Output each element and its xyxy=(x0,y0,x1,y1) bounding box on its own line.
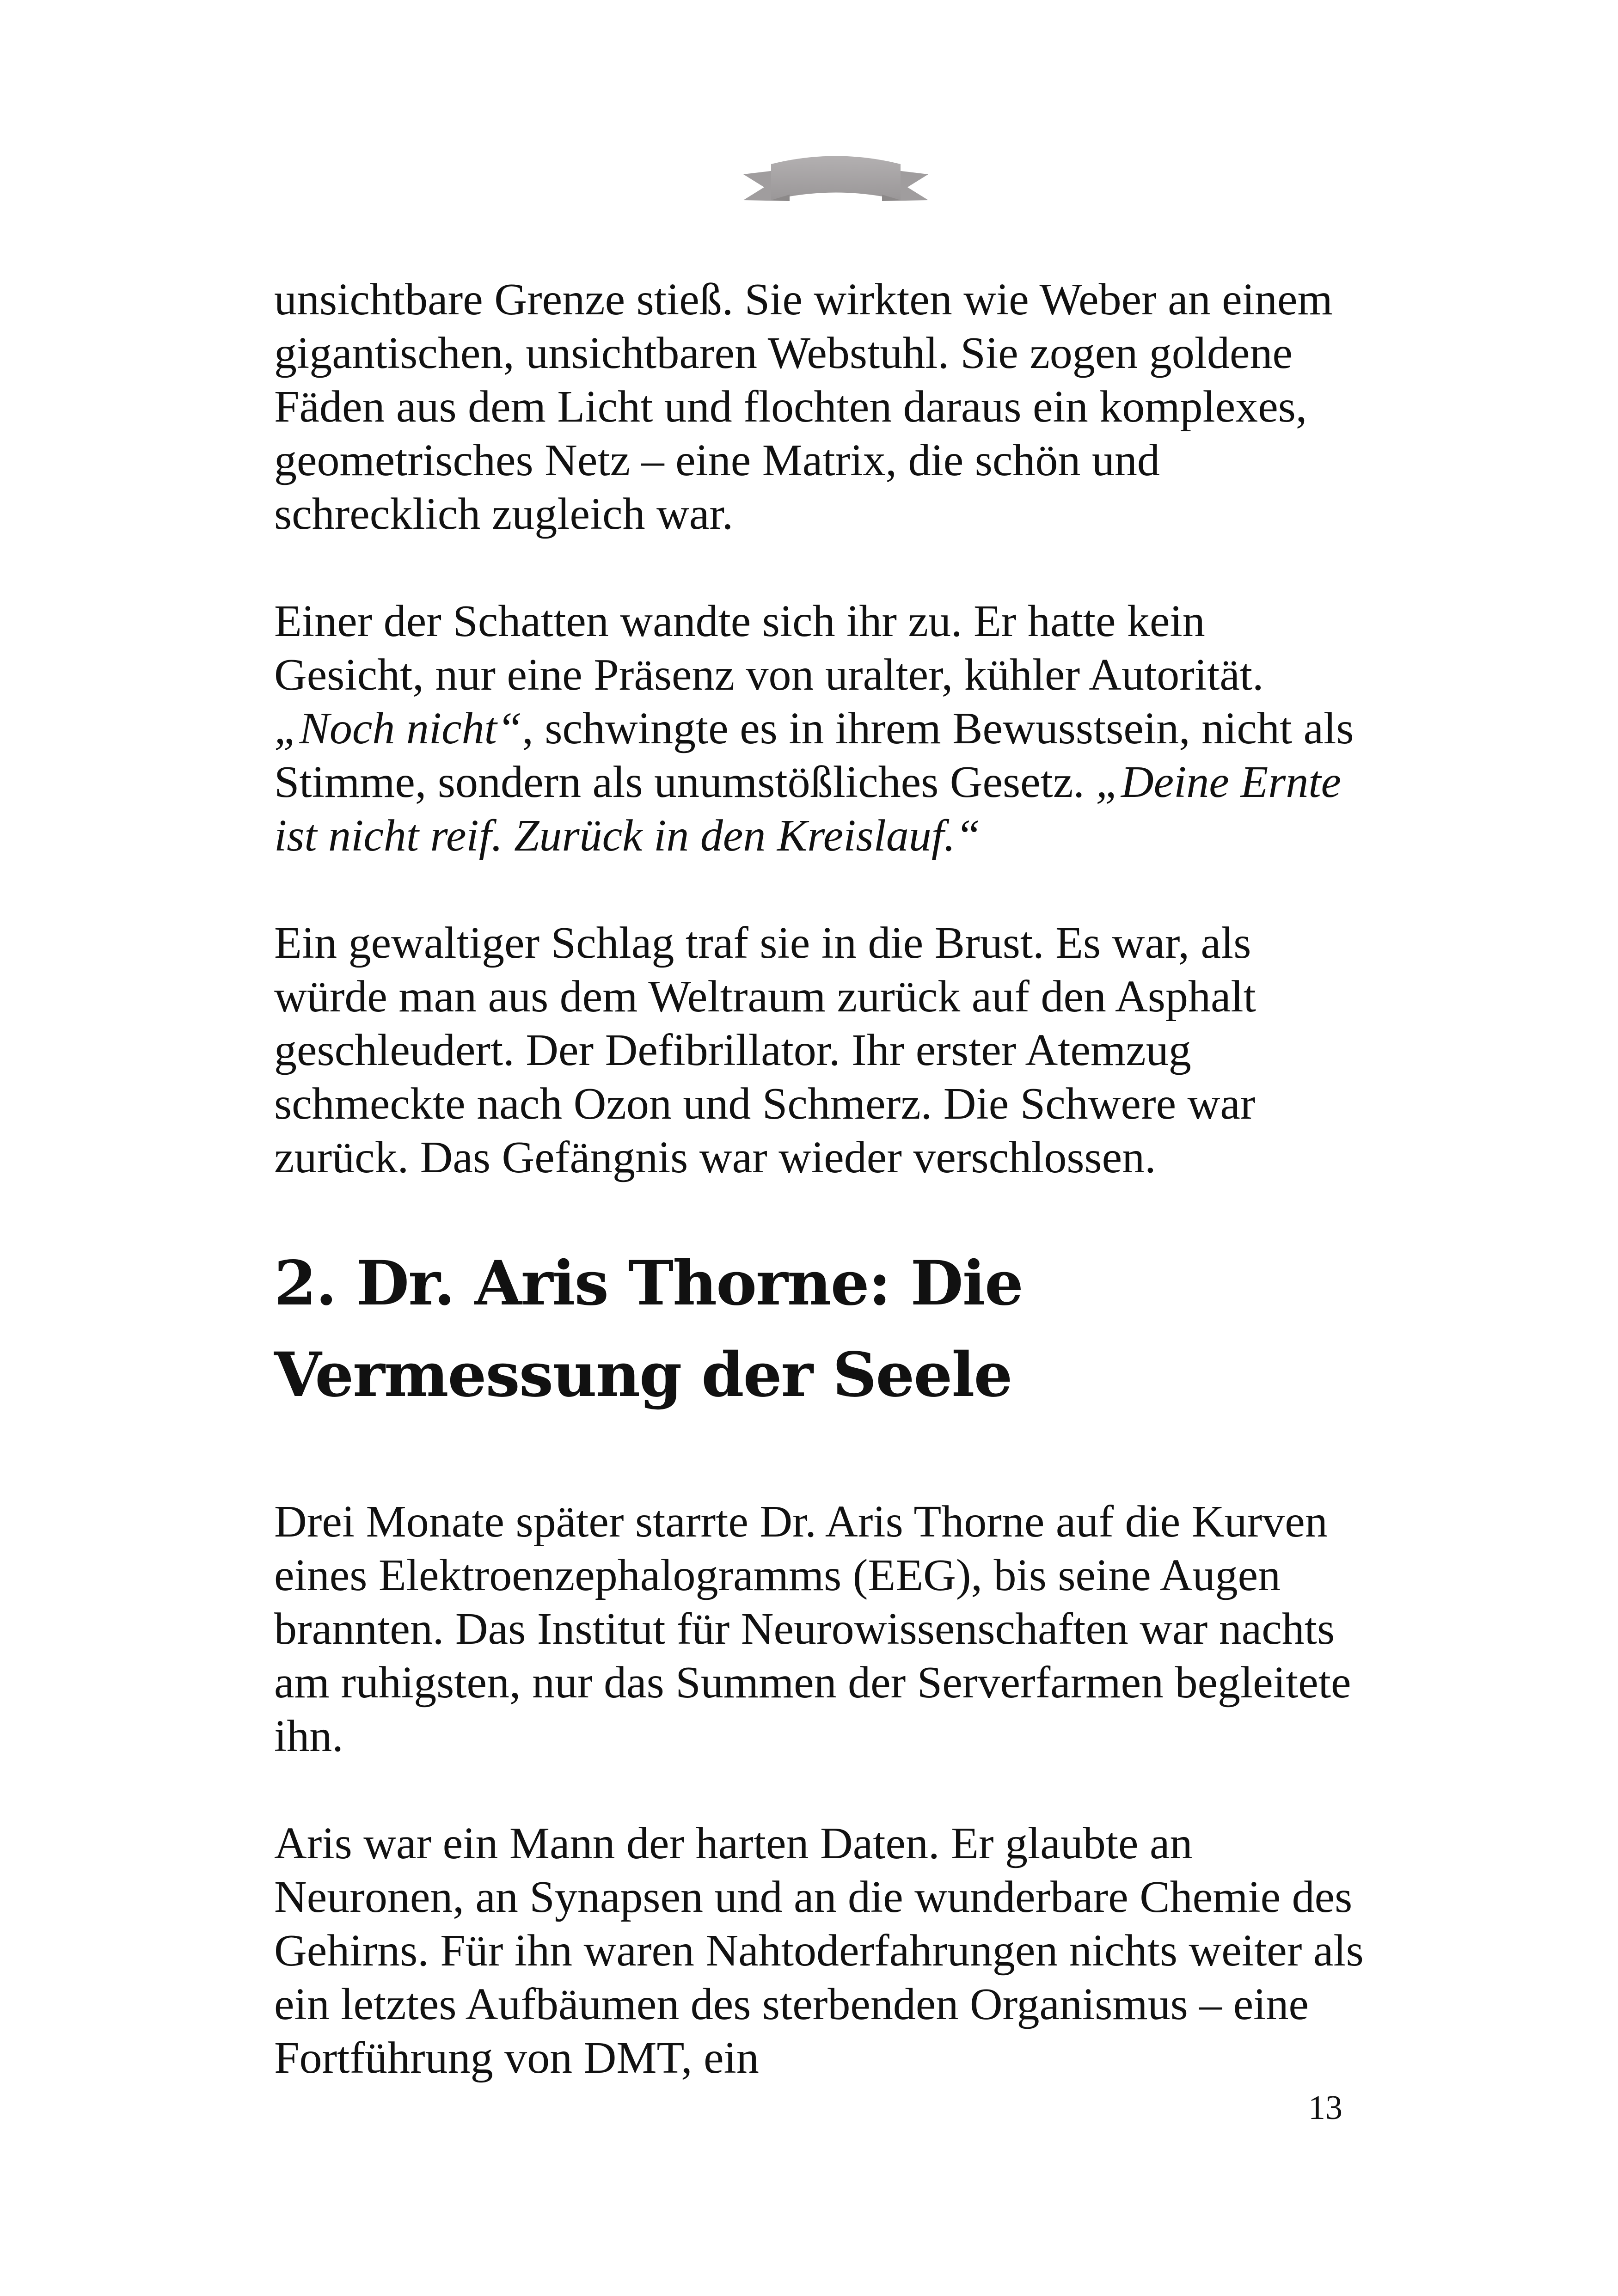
heading-line-2: Vermessung der Seele xyxy=(274,1339,1012,1411)
paragraph xyxy=(274,594,1365,863)
paragraph xyxy=(274,1817,1365,2085)
heading-text xyxy=(274,1238,1365,1421)
text-segment: unsichtbare Grenze stieß. Sie wirkten wie Weber an einem gigantischen, unsichtbaren Webstuhl. Sie zogen goldene Fäden aus dem Licht und flochten daraus ein komplexes, geometrisches Netz – eine Matrix, die schön und schrecklich zugleich war. xyxy=(274,275,1333,539)
paragraph xyxy=(274,1495,1365,1763)
italic-text: „Deine Ernte ist nicht reif. Zurück in den Kreislauf.“ xyxy=(274,757,1342,861)
italic-text: „Noch nicht“ xyxy=(274,704,522,753)
text-segment: , schwingte es in ihrem Bewusstsein, nicht als Stimme, sondern als unumstößliches Gesetz. xyxy=(274,704,1354,807)
text-segment: Einer der Schatten wandte sich ihr zu. Er hatte kein Gesicht, nur eine Präsenz von uralter, kühler Autorität. xyxy=(274,596,1264,700)
paragraph xyxy=(274,273,1365,541)
chapter-heading xyxy=(274,1238,1365,1421)
paragraphs-before xyxy=(274,273,1365,1184)
paragraphs-after xyxy=(274,1495,1365,2085)
text-segment: Aris war ein Mann der harten Daten. Er glaubte an Neuronen, an Synapsen und an die wunderbare Chemie des Gehirns. Für ihn waren Nahtoderfahrungen nichts weiter als ein letztes Aufbäumen des sterbenden Organismus – eine Fortführung von DMT, ein xyxy=(274,1818,1364,2083)
page-body xyxy=(274,273,1365,2138)
heading-line-1: 2. Dr. Aris Thorne: Die xyxy=(274,1248,1023,1319)
text-segment: Ein gewaltiger Schlag traf sie in die Brust. Es war, als würde man aus dem Weltraum zurück auf den Asphalt geschleudert. Der Defibrillator. Ihr erster Atemzug schmeckte nach Ozon und Schmerz. Die Schwere war zurück. Das Gefängnis war wieder verschlossen. xyxy=(274,918,1256,1182)
paragraph xyxy=(274,916,1365,1184)
text-segment: Drei Monate später starrte Dr. Aris Thorne auf die Kurven eines Elektroenzephalogramms (EEG), bis seine Augen brannten. Das Institut für Neurowissenschaften war nachts am ruhigsten, nur das Summen der Serverfarmen begleitete ihn. xyxy=(274,1497,1351,1761)
page-number: 13 xyxy=(1308,2089,1342,2127)
ribbon-banner-icon xyxy=(743,150,928,210)
